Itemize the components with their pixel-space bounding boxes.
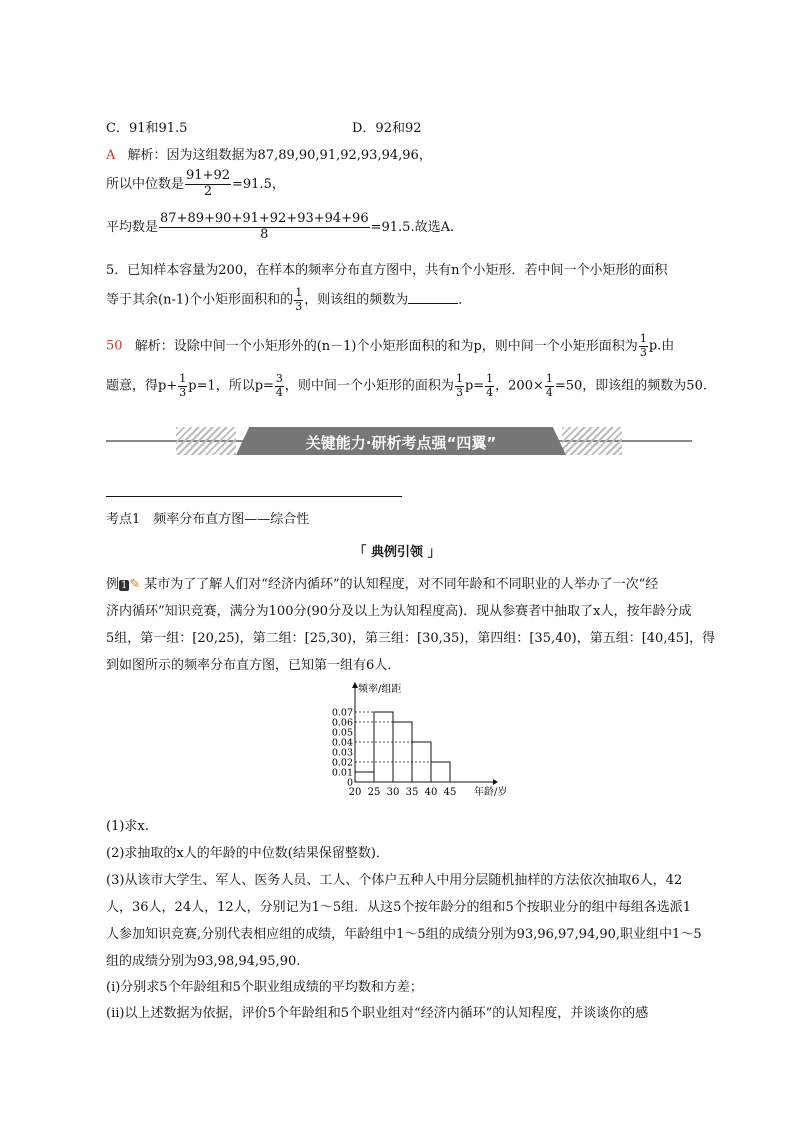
x-tick-label: 25 xyxy=(367,787,381,798)
x-tick-label: 35 xyxy=(405,787,419,798)
pencil-icon: ✎ xyxy=(129,577,141,592)
question-3-line3: 人参加知识竞赛,分别代表相应组的成绩，年龄组中1～5组的成绩分别为93,96,97,94,90,职业组中1～5 xyxy=(106,927,702,942)
sol5-text-b: p.由 xyxy=(648,338,675,354)
mean-denominator: 8 xyxy=(260,226,269,242)
y-tick-label: 0.06 xyxy=(331,717,353,729)
example-line3: 5组，第一组：[20,25)，第二组：[25,30)，第三组：[30,35)，第四组：[35,40)，第五组：[40,45]，得 xyxy=(106,631,716,646)
section-divider xyxy=(106,496,402,497)
frac-den: 3 xyxy=(179,385,187,399)
sol5-text-c: 题意，得p+ xyxy=(106,378,178,394)
solution-4-line1 xyxy=(106,144,432,163)
y-tick-label: 0 xyxy=(346,777,353,789)
median-numerator: 91+92 xyxy=(186,168,230,183)
question-5-line2 xyxy=(106,287,471,313)
y-tick-label: 0.02 xyxy=(331,757,353,769)
y-tick-label: 0.01 xyxy=(331,767,353,779)
mean-result: =91.5.故选A. xyxy=(370,219,455,235)
example-line2: 济内循环”知识竞赛，满分为100分(90分及以上为认知程度高)．现从参赛者中抽取了x人，按年龄分成 xyxy=(106,604,692,619)
y-tick-label: 0.04 xyxy=(331,737,353,749)
y-tick-label: 0.05 xyxy=(331,727,353,739)
example-text: 某市为了了解人们对“经济内循环”的认知程度，对不同年龄和不同职业的人举办了一次“经 xyxy=(144,577,659,592)
sol5-text-e: ，则中间一个小矩形的面积为 xyxy=(284,378,454,394)
q5-text-a: 等于其余(n-1)个小矩形面积和的 xyxy=(106,292,294,308)
x-axis-arrow xyxy=(493,779,498,785)
example-heading: 「 典例引领 」 xyxy=(353,545,441,560)
sol5-text-a: 解析：设除中间一个小矩形外的(n－1)个小矩形面积的和为p，则中间一个小矩形面积为 xyxy=(134,338,638,354)
option-c: C．91和91.5 xyxy=(106,121,188,136)
frac-den: 3 xyxy=(455,385,463,399)
x-axis-label: 年龄/岁 xyxy=(474,787,508,798)
question-3-line1: (3)从该市大学生、军人、医务人员、工人、个体户五种人中用分层随机抽样的方法依次抽取6人，42 xyxy=(106,873,683,888)
solution-5-line2 xyxy=(106,373,707,399)
banner-stripes-left xyxy=(176,427,236,455)
example-line1 xyxy=(106,573,658,592)
frac-num: 1 xyxy=(545,372,553,385)
frac-den: 4 xyxy=(545,385,553,399)
section-banner xyxy=(106,427,692,455)
histogram-bar xyxy=(393,722,412,782)
frac-num: 1 xyxy=(455,372,463,385)
example-badge: 1 xyxy=(121,580,128,591)
option-d: D．92和92 xyxy=(352,121,422,136)
solution-5-line1 xyxy=(106,333,674,359)
answer-label: 50 xyxy=(106,338,123,354)
frac-den: 3 xyxy=(639,345,647,359)
frac-num: 1 xyxy=(179,372,187,385)
y-axis-label: 频率/组距 xyxy=(358,684,402,695)
section-title: 考点1 频率分布直方图——综合性 xyxy=(106,512,310,527)
q5-text-end: ． xyxy=(458,292,472,308)
banner-stripes-right xyxy=(562,427,622,455)
q5-text-b: ，则该组的频数为 xyxy=(304,292,409,308)
q5-frac-den: 3 xyxy=(295,299,303,313)
banner-title: 关键能力·研析考点强“四翼” xyxy=(305,434,497,452)
y-tick-label: 0.07 xyxy=(331,707,353,719)
mean-numerator: 87+89+90+91+92+93+94+96 xyxy=(160,211,369,226)
frac-num: 1 xyxy=(486,372,494,385)
sol5-text-d: p=1，所以p= xyxy=(188,378,274,394)
x-tick-label: 20 xyxy=(348,787,362,798)
question-1: (1)求x. xyxy=(106,819,149,834)
histogram-bar xyxy=(374,712,393,782)
sol5-text-g: ，200× xyxy=(495,378,544,394)
median-result: =91.5， xyxy=(232,176,285,192)
answer-blank xyxy=(408,293,458,304)
x-tick-label: 45 xyxy=(443,787,457,798)
median-denominator: 2 xyxy=(203,183,213,199)
median-formula xyxy=(106,169,285,200)
frac-num: 3 xyxy=(275,372,283,385)
solution-text: 解析：因为这组数据为87,89,90,91,92,93,94,96， xyxy=(127,148,432,163)
x-tick-label: 30 xyxy=(386,787,400,798)
sol5-text-h: =50，即该组的频数为50. xyxy=(554,378,707,394)
question-2: (2)求抽取的x人的年龄的中位数(结果保留整数)． xyxy=(106,846,389,861)
answer-label: A xyxy=(106,148,116,163)
frac-den: 4 xyxy=(486,385,494,399)
question-3-part-ii: (ⅱ)以上述数据为依据，评价5个年龄组和5个职业组对“经济内循环”的认知程度，并谈谈你的感 xyxy=(106,1006,649,1021)
frequency-histogram xyxy=(318,680,518,802)
sol5-text-f: p= xyxy=(464,378,485,394)
median-prefix: 所以中位数是 xyxy=(106,176,185,192)
frac-den: 4 xyxy=(275,385,283,399)
y-tick-label: 0.03 xyxy=(331,747,353,759)
frac-num: 1 xyxy=(639,332,647,345)
mean-prefix: 平均数是 xyxy=(106,219,159,235)
example-line4: 到如图所示的频率分布直方图，已知第一组有6人． xyxy=(106,658,401,673)
histogram-bar xyxy=(431,762,450,782)
histogram-bar xyxy=(355,772,374,782)
mean-formula xyxy=(106,212,454,243)
question-3-line4: 组的成绩分别为93,98,94,95,90. xyxy=(106,954,301,969)
x-tick-label: 40 xyxy=(424,787,438,798)
question-3-part-i: (ⅰ)分别求5个年龄组和5个职业组成绩的平均数和方差； xyxy=(106,980,423,995)
question-3-line2: 人，36人，24人，12人，分别记为1～5组．从这5个按年龄分的组和5个按职业分的组中每组各选派1 xyxy=(106,900,691,915)
question-5-line1: 5．已知样本容量为200，在样本的频率分布直方图中，共有n个小矩形．若中间一个小矩形的面积 xyxy=(106,263,668,278)
q5-frac-num: 1 xyxy=(295,286,303,299)
example-prefix: 例 xyxy=(106,577,120,592)
